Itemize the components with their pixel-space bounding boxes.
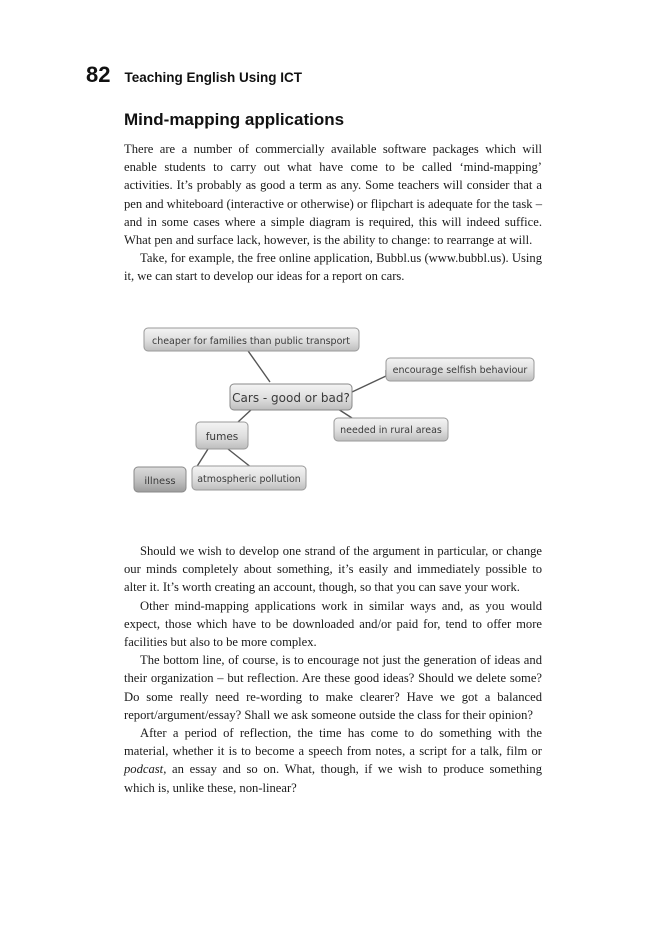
- page-number: 82: [86, 62, 111, 87]
- running-title: Teaching English Using ICT: [124, 70, 302, 85]
- body-text-continued: [124, 542, 542, 797]
- node-label: atmospheric pollution: [197, 474, 301, 485]
- connector-line: [228, 449, 252, 468]
- connector-line: [238, 409, 252, 422]
- paragraph: Take, for example, the free online application, Bubbl.us (www.bubbl.us). Using it, we can start to develop our ideas for a report on cars.: [124, 251, 542, 284]
- emphasis-podcast: podcast: [124, 762, 164, 777]
- connector-line: [196, 449, 208, 468]
- connector-line: [352, 376, 386, 392]
- paragraph: There are a number of commercially available software packages which will enable students to carry out what have come to be called ‘mind-mapping’ activities. It’s probably as good a term as any. Some teachers will consider that a pen and whiteboard (interactive or otherwise) or flipchart is adequate for the task – and in some cases where a simple diagram is required, this will indeed suffice. What pen and surface lack, however, is the ability to change: to rearrange at will.: [124, 142, 542, 248]
- node-label: Cars - good or bad?: [232, 391, 350, 405]
- paragraph: The bottom line, of course, is to encourage not just the generation of ideas and their organization – but reflection. Are these good ideas? Should we delete some? Do some really need re-wording to make clearer? Have we got a balanced report/argument/essay? Shall we ask someone outside the class for their opinion?: [124, 653, 542, 722]
- mind-map-node-cheaper: [144, 328, 359, 351]
- node-label: encourage selfish behaviour: [392, 365, 528, 376]
- page-header: [86, 62, 302, 88]
- paragraph: Should we wish to develop one strand of the argument in particular, or change our minds completely about something, it’s easily and immediately possible to alter it. It’s worth creating an account, though, so that you can save your work.: [124, 544, 542, 595]
- node-label: fumes: [205, 431, 239, 443]
- node-label: illness: [144, 476, 176, 487]
- connector-line: [246, 348, 270, 382]
- node-label: needed in rural areas: [340, 425, 442, 436]
- body-text-intro: [124, 140, 542, 286]
- mind-map-node-illness: [134, 467, 186, 492]
- section-heading: Mind-mapping applications: [124, 110, 345, 129]
- mind-map-node-fumes: [196, 422, 248, 449]
- mind-map-node-selfish: [386, 358, 534, 381]
- text-run: , an essay and so on. What, though, if we wish to produce something which is, unlike these, non-linear?: [124, 762, 542, 795]
- node-label: cheaper for families than public transport: [151, 336, 351, 347]
- mind-map-node-center: [230, 384, 352, 410]
- mind-map-diagram: [120, 318, 540, 503]
- mind-map-node-rural: [334, 418, 448, 441]
- paragraph: Other mind-mapping applications work in similar ways and, as you would expect, those which have to be downloaded and/or paid for, tend to offer more facilities but also to be more complex.: [124, 598, 542, 650]
- paragraph: [124, 724, 542, 797]
- text-run: After a period of reflection, the time has come to do something with the material, whether it is to become a speech from notes, a script for a talk, film or: [124, 726, 542, 759]
- mind-map-node-atmospheric: [192, 466, 306, 490]
